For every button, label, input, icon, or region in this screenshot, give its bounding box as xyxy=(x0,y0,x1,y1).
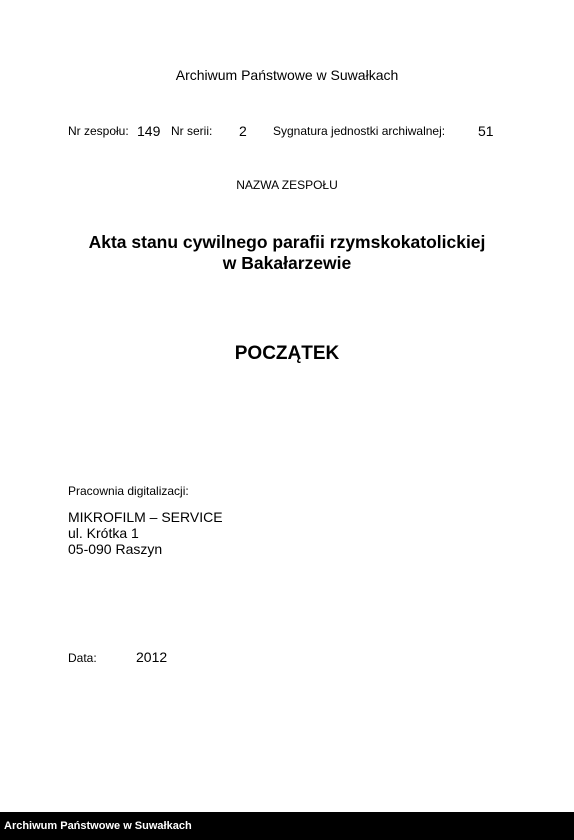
date-label: Data: xyxy=(68,651,97,665)
date-value: 2012 xyxy=(136,649,168,665)
series-number-label: Nr serii: xyxy=(171,124,213,138)
fonds-title-line-2: w Bakałarzewie xyxy=(222,253,352,273)
metadata-row xyxy=(0,123,574,141)
footer-archive-name: Archiwum Państwowe w Suwałkach xyxy=(4,820,192,832)
company-name: MIKROFILM – SERVICE xyxy=(68,509,223,525)
fonds-name-heading: NAZWA ZESPOŁU xyxy=(236,178,338,192)
series-number-value: 2 xyxy=(239,123,247,139)
signature-label: Sygnatura jednostki archiwalnej: xyxy=(273,124,446,138)
street-address: ul. Krótka 1 xyxy=(68,525,139,541)
digitization-address xyxy=(68,509,223,557)
digitization-lab-label: Pracownia digitalizacji: xyxy=(68,484,189,498)
fonds-number-value: 149 xyxy=(137,123,161,139)
signature-value: 51 xyxy=(478,123,494,139)
postal-city: 05-090 Raszyn xyxy=(68,541,163,557)
fonds-title-line-1: Akta stanu cywilnego parafii rzymskokatolickiej xyxy=(88,232,486,252)
fonds-title xyxy=(0,232,574,274)
fonds-number-label: Nr zespołu: xyxy=(68,124,129,138)
footer-bar xyxy=(0,812,574,840)
begin-marker: POCZĄTEK xyxy=(234,343,340,364)
archive-title: Archiwum Państwowe w Suwałkach xyxy=(175,67,399,83)
